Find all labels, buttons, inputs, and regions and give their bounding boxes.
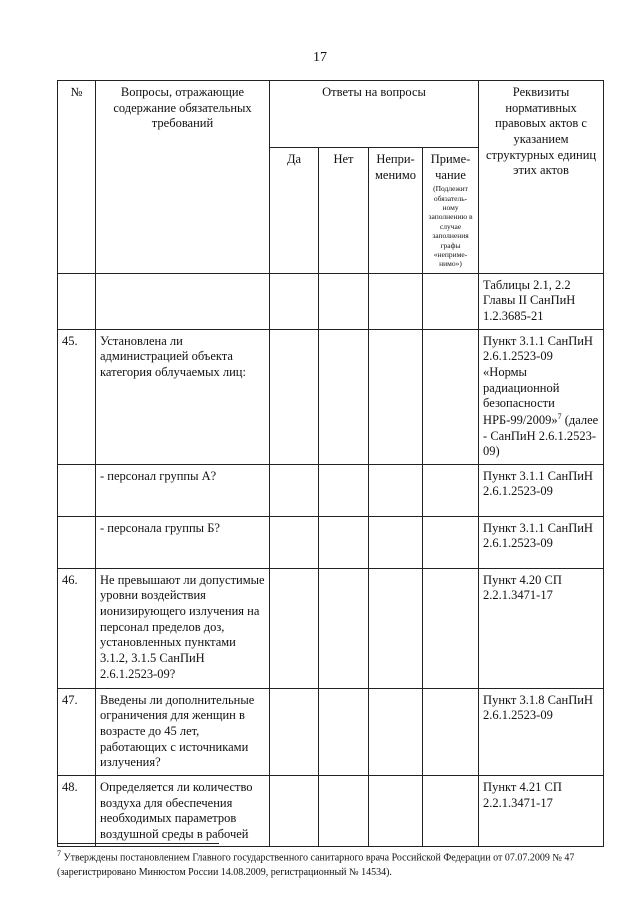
- row-requisites: Пункт 4.20 СП 2.2.1.3471-17: [479, 568, 604, 688]
- row-question: Установлена ли администрацией объекта категория облучаемых лиц:: [96, 329, 270, 464]
- header-num: №: [58, 81, 96, 274]
- answer-note-cell[interactable]: [423, 688, 479, 775]
- footnote-text: Утверждены постановлением Главного государственного санитарного врача Российской Федерации от 07.07.2009 № 47 (зарегистрировано Минюстом России 14.08.2009, регистрационный № 14534).: [57, 852, 575, 878]
- row-question: - персонала группы Б?: [96, 516, 270, 568]
- answer-no-cell[interactable]: [319, 516, 369, 568]
- table-row: [58, 516, 604, 568]
- row-requisites: Таблицы 2.1, 2.2 Главы II СанПиН 1.2.3685-21: [479, 273, 604, 329]
- table-row: [58, 273, 604, 329]
- answer-na-cell[interactable]: [369, 516, 423, 568]
- header-not-applicable: Непри-менимо: [369, 148, 423, 274]
- answer-na-cell[interactable]: [369, 568, 423, 688]
- row-requisites: Пункт 3.1.8 СанПиН 2.6.1.2523-09: [479, 688, 604, 775]
- answer-no-cell[interactable]: [319, 688, 369, 775]
- header-note-title: Приме-чание: [430, 152, 471, 182]
- header-note: [423, 148, 479, 274]
- answer-na-cell[interactable]: [369, 329, 423, 464]
- footnote-marker: 7: [57, 849, 61, 858]
- table-row: [58, 688, 604, 775]
- footnote: [57, 848, 617, 880]
- header-yes: Да: [270, 148, 319, 274]
- answer-note-cell[interactable]: [423, 464, 479, 516]
- row-requisites: [479, 329, 604, 464]
- row-requisites: Пункт 3.1.1 СанПиН 2.6.1.2523-09: [479, 464, 604, 516]
- row-num: [58, 516, 96, 568]
- header-requisites: Реквизиты нормативных правовых актов с указанием структурных единиц этих актов: [479, 81, 604, 274]
- table-row: [58, 464, 604, 516]
- row-question: - персонал группы А?: [96, 464, 270, 516]
- header-question: Вопросы, отражающие содержание обязательных требований: [96, 81, 270, 274]
- row-question: Введены ли дополнительные ограничения для женщин в возрасте до 45 лет, работающих с источниками излучения?: [96, 688, 270, 775]
- answer-no-cell[interactable]: [319, 273, 369, 329]
- row-num: [58, 273, 96, 329]
- answer-na-cell[interactable]: [369, 775, 423, 847]
- answer-no-cell[interactable]: [319, 329, 369, 464]
- row-question: Определяется ли количество воздуха для обеспечения необходимых параметров воздушной среды в рабочей: [96, 775, 270, 847]
- answer-no-cell[interactable]: [319, 775, 369, 847]
- answer-yes-cell[interactable]: [270, 516, 319, 568]
- header-answers: Ответы на вопросы: [270, 81, 479, 148]
- footnote-divider: [57, 843, 219, 844]
- answer-note-cell[interactable]: [423, 273, 479, 329]
- row-num: 47.: [58, 688, 96, 775]
- row-requisites: Пункт 4.21 СП 2.2.1.3471-17: [479, 775, 604, 847]
- answer-note-cell[interactable]: [423, 568, 479, 688]
- answer-na-cell[interactable]: [369, 464, 423, 516]
- table-row: [58, 329, 604, 464]
- answer-no-cell[interactable]: [319, 568, 369, 688]
- answer-note-cell[interactable]: [423, 516, 479, 568]
- header-no: Нет: [319, 148, 369, 274]
- row-question: [96, 273, 270, 329]
- requisites-text: Пункт 3.1.1 СанПиН 2.6.1.2523-09 «Нормы радиационной безопасности НРБ-99/2009»: [483, 333, 593, 427]
- table-row: [58, 568, 604, 688]
- answer-yes-cell[interactable]: [270, 329, 319, 464]
- answer-yes-cell[interactable]: [270, 568, 319, 688]
- header-note-explanation: (Подлежит обязатель-ному заполнению в случае заполнения графы «неприме-нимо»): [428, 184, 473, 269]
- page-number: 17: [313, 50, 327, 65]
- row-num: 48.: [58, 775, 96, 847]
- row-num: 45.: [58, 329, 96, 464]
- answer-no-cell[interactable]: [319, 464, 369, 516]
- header-row: [58, 81, 604, 148]
- answer-na-cell[interactable]: [369, 273, 423, 329]
- answer-yes-cell[interactable]: [270, 775, 319, 847]
- row-num: [58, 464, 96, 516]
- requisites-text-cont: (далее - СанПиН 2.6.1.2523-09): [483, 412, 599, 459]
- answer-yes-cell[interactable]: [270, 273, 319, 329]
- row-num: 46.: [58, 568, 96, 688]
- row-requisites: Пункт 3.1.1 СанПиН 2.6.1.2523-09: [479, 516, 604, 568]
- answer-note-cell[interactable]: [423, 775, 479, 847]
- answer-yes-cell[interactable]: [270, 688, 319, 775]
- checklist-table: [57, 80, 604, 847]
- answer-yes-cell[interactable]: [270, 464, 319, 516]
- footnote-ref: 7: [557, 411, 562, 421]
- table-row: [58, 775, 604, 847]
- answer-note-cell[interactable]: [423, 329, 479, 464]
- answer-na-cell[interactable]: [369, 688, 423, 775]
- row-question: Не превышают ли допустимые уровни воздействия ионизирующего излучения на персонал пределов доз, установленных пунктами 3.1.2, 3.1.5 СанПиН 2.6.1.2523-09?: [96, 568, 270, 688]
